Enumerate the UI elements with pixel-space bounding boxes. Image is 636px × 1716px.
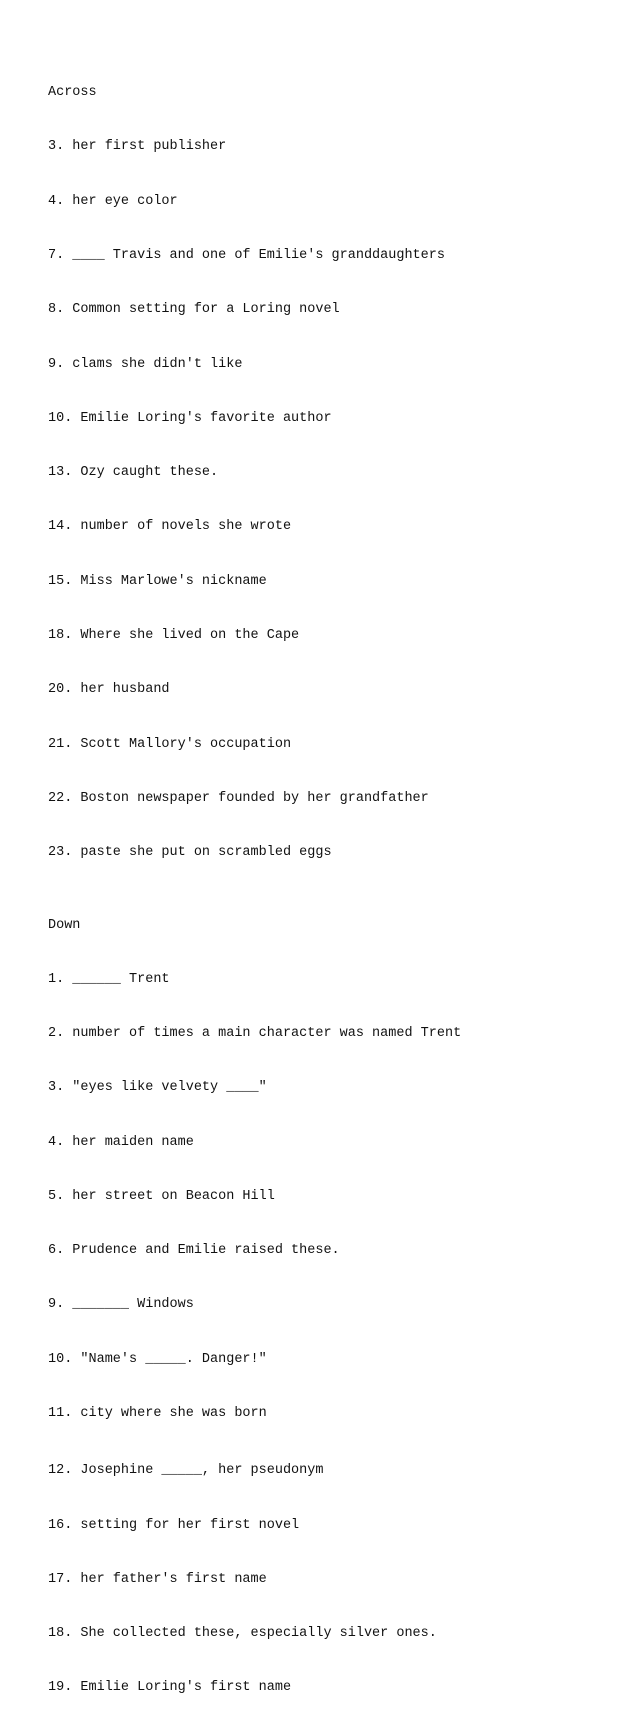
across-heading: Across: [48, 85, 97, 101]
across-clue: 4. her eye color: [48, 193, 178, 209]
across-clue: 18. Where she lived on the Cape: [48, 628, 300, 643]
crossword-clue-list: [48, 48, 461, 1716]
down-clue: 3. "eyes like velvety ____": [48, 1080, 267, 1096]
down-clue: 1. ______ Trent: [48, 971, 170, 987]
down-clue: 12. Josephine _____, her pseudonym: [48, 1463, 324, 1479]
across-clue: 20. her husband: [48, 682, 170, 698]
across-clue: 21. Scott Mallory's occupation: [48, 736, 292, 752]
down-clue: 9. _______ Windows: [48, 1297, 194, 1313]
down-clue: 11. city where she was born: [48, 1406, 267, 1422]
down-clue: 19. Emilie Loring's first name: [48, 1680, 292, 1696]
down-heading: Down: [48, 917, 81, 933]
down-clue: 17. her father's first name: [48, 1571, 267, 1587]
across-clue: 3. her first publisher: [48, 139, 227, 155]
down-clue: 5. her street on Beacon Hill: [48, 1188, 275, 1204]
across-clue: 23. paste she put on scrambled eggs: [48, 845, 332, 861]
across-clue: 9. clams she didn't like: [48, 356, 243, 372]
down-clue: 10. "Name's _____. Danger!": [48, 1351, 267, 1367]
down-clue: 16. setting for her first novel: [48, 1517, 300, 1533]
across-clue: 14. number of novels she wrote: [48, 519, 292, 535]
across-clue: 8. Common setting for a Loring novel: [48, 302, 340, 318]
down-clue: 6. Prudence and Emilie raised these.: [48, 1243, 340, 1259]
down-clue: 2. number of times a main character was named Trent: [48, 1026, 462, 1042]
down-clue: 4. her maiden name: [48, 1134, 194, 1150]
across-clue: 13. Ozy caught these.: [48, 465, 219, 481]
across-clue: 7. ____ Travis and one of Emilie's granddaughters: [48, 248, 445, 264]
down-clue: 18. She collected these, especially silver ones.: [48, 1626, 437, 1642]
across-clue: 10. Emilie Loring's favorite author: [48, 410, 332, 426]
across-clue: 22. Boston newspaper founded by her grandfather: [48, 790, 429, 806]
across-clue: 15. Miss Marlowe's nickname: [48, 573, 267, 589]
